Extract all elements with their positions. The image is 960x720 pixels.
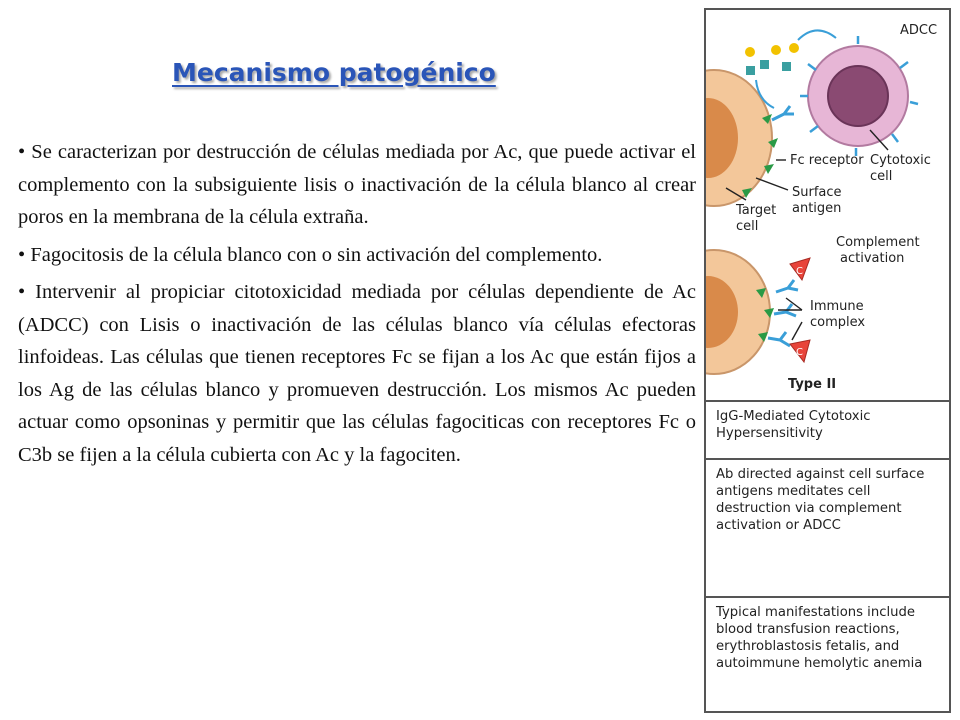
type-ii-label: Type II (788, 377, 837, 392)
adcc-label: ADCC (900, 23, 938, 38)
divider-1 (706, 400, 949, 402)
divider-2 (706, 458, 949, 460)
target-cell-label-2: cell (736, 219, 759, 234)
info-manifestations: Typical manifestations include blood transfusion reactions, erythroblastosis fetalis, and autoimmune hemolytic anemia (716, 605, 923, 671)
type-ii-panel (704, 8, 951, 713)
info-mechanism: Ab directed against cell surface antigens meditates cell destruction via complement activation or ADCC (716, 467, 925, 533)
paragraph-phagocytosis: • Fagocitosis de la célula blanco con o sin activación del complemento. (18, 239, 696, 272)
complement-label-2: activation (840, 251, 905, 266)
surface-antigen-label-2: antigen (792, 201, 842, 216)
complement-label-1: Complement (836, 235, 920, 250)
fc-receptor-label: Fc receptor (790, 153, 864, 168)
target-cell-label-1: Target (736, 203, 777, 218)
info-title: IgG-Mediated Cytotoxic Hypersensitivity (716, 409, 871, 441)
paragraph-complement-lysis: • Se caracterizan por destrucción de células mediada por Ac, que puede activar el complemento con la subsiguiente lisis o inactivación de la célula blanco al crear poros en la membrana de la célula extraña. (18, 136, 696, 234)
complement-symbol-1: C (796, 266, 803, 277)
type-ii-diagram (706, 10, 953, 405)
cytotoxic-granules (745, 43, 799, 75)
cytotoxic-cell-label-1: Cytotoxic (870, 153, 931, 168)
slide-title: Mecanismo patogénico (172, 58, 496, 87)
cytotoxic-cell (800, 36, 918, 156)
paragraph-adcc: • Intervenir al propiciar citotoxicidad mediada por células dependiente de Ac (ADCC) con Lisis o inactivación de las células blanco vía células efectoras linfoideas. Las células que tienen receptores Fc se fijan a los Ac que están fijos a los Ag de las células blanco y promueven destrucción. Los mismos Ac pueden actuar como opsoninas y permitir que las células fagociticas con receptores Fc o C3b se fijen a la célula cubierta con Ac y la fagociten. (18, 276, 696, 471)
complement-symbol-2: C (796, 347, 803, 358)
immune-complex-label-1: Immune (810, 299, 864, 314)
surface-antigen-label-1: Surface (792, 185, 842, 200)
cytotoxic-cell-label-2: cell (870, 169, 893, 184)
immune-complex-label-2: complex (810, 315, 866, 330)
body-text (18, 136, 696, 476)
target-cell-bottom (706, 250, 770, 374)
divider-3 (706, 596, 949, 598)
target-cell-top (706, 70, 772, 206)
